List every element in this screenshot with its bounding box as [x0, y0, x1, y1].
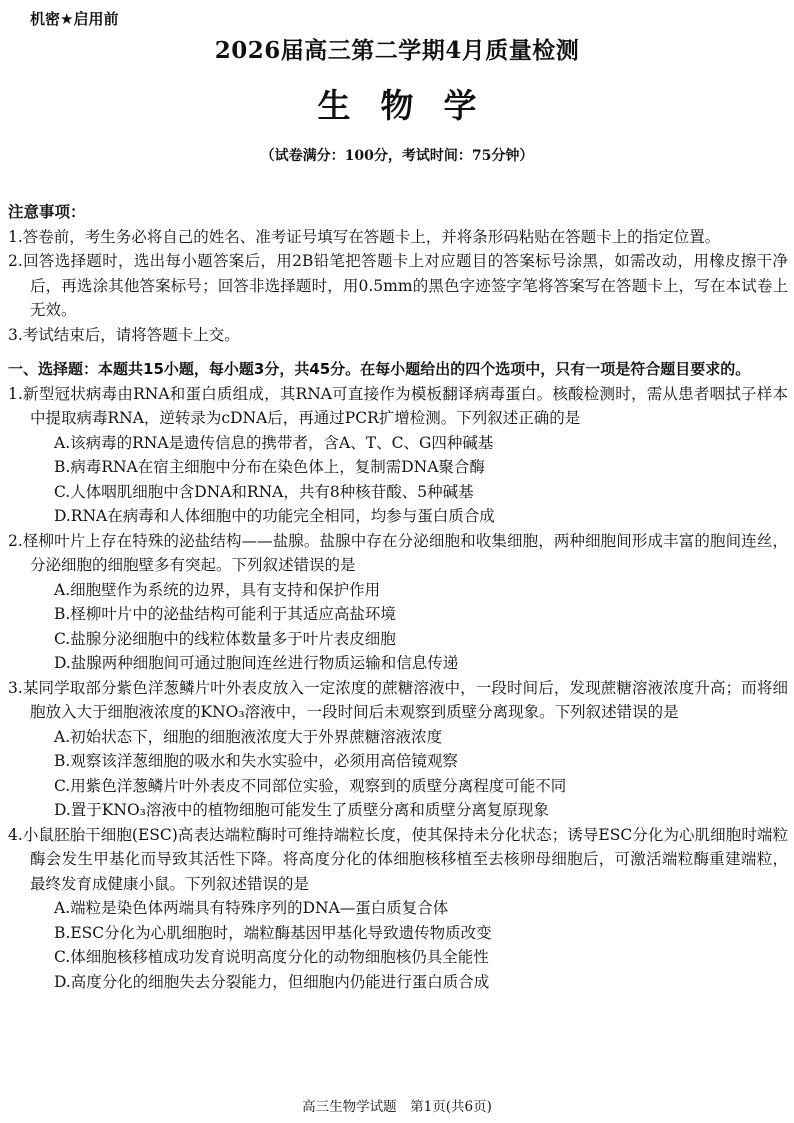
- question-stem: 2.柽柳叶片上存在特殊的泌盐结构——盐腺。盐腺中存在分泌细胞和收集细胞，两种细胞间形成丰富的胞间连丝，分泌细胞的细胞壁多有突起。下列叙述错误的是: [8, 531, 788, 574]
- option-a: A.细胞壁作为系统的边界，具有支持和保护作用: [54, 580, 381, 599]
- option-a: A.初始状态下，细胞的细胞液浓度大于外界蔗糖溶液浓度: [54, 727, 443, 746]
- section-heading: 一、选择题：本题共15小题，每小题3分，共45分。在每小题给出的四个选项中，只有一项是符合题目要求的。: [8, 360, 751, 378]
- option-c: C.用紫色洋葱鳞片叶外表皮不同部位实验，观察到的质壁分离程度可能不同: [54, 776, 567, 795]
- option-b: B.ESC分化为心肌细胞时，端粒酶基因甲基化导致遗传物质改变: [54, 923, 492, 942]
- notice-item: 2.回答选择题时，选出每小题答案后，用2B铅笔把答题卡上对应题目的答案标号涂黑，如需改动，用橡皮擦干净后，再选涂其他答案标号；回答非选择题时，用0.5mm的黑色字迹签字笔将答案写在答题卡上，写在本试卷上无效。: [8, 252, 788, 319]
- question-1: [8, 382, 788, 529]
- option-b: B.病毒RNA在宿主细胞中分布在染色体上，复制需DNA聚合酶: [54, 458, 485, 476]
- notice-title: 注意事项：: [8, 203, 86, 221]
- option-d: D.盐腺两种细胞间可通过胞间连丝进行物质运输和信息传递: [54, 654, 459, 672]
- option-b: B.柽柳叶片中的泌盐结构可能利于其适应高盐环境: [54, 605, 396, 623]
- exam-content: [8, 200, 788, 994]
- exam-info: （试卷满分：100分，考试时间：75分钟）: [260, 148, 534, 164]
- secret-label: 机密★启用前: [30, 10, 119, 28]
- option-c: C.体细胞核移植成功发育说明高度分化的动物细胞核仍具全能性: [54, 948, 489, 966]
- page-footer: 高三生物学试题 第1页(共6页): [302, 1099, 492, 1115]
- option-c: C.盐腺分泌细胞中的线粒体数量多于叶片表皮细胞: [54, 629, 396, 648]
- notice-item: 1.答卷前，考生务必将自己的姓名、准考证号填写在答题卡上，并将条形码粘贴在答题卡上的指定位置。: [8, 227, 721, 246]
- option-b: B.观察该洋葱细胞的吸水和失水实验中，必须用高倍镜观察: [54, 752, 458, 770]
- question-2: [8, 529, 788, 676]
- notice-item: 3.考试结束后，请将答题卡上交。: [8, 325, 240, 344]
- option-d: D.高度分化的细胞失去分裂能力，但细胞内仍能进行蛋白质合成: [54, 972, 490, 991]
- question-stem: 1.新型冠状病毒由RNA和蛋白质组成，其RNA可直接作为模板翻译病毒蛋白。核酸检测时，需从患者咽拭子样本中提取病毒RNA，逆转录为cDNA后，再通过PCR扩增检测。下列叙述正确的是: [8, 384, 788, 427]
- option-c: C.人体咽肌细胞中含DNA和RNA，共有8种核苷酸、5种碱基: [54, 482, 474, 501]
- question-4: [8, 823, 788, 995]
- option-d: D.置于KNO₃溶液中的植物细胞可能发生了质壁分离和质壁分离复原现象: [54, 801, 549, 819]
- option-a: A.该病毒的RNA是遗传信息的携带者，含A、T、C、G四种碱基: [54, 433, 494, 452]
- question-stem: 4.小鼠胚胎干细胞(ESC)高表达端粒酶时可维持端粒长度，使其保持未分化状态；诱导ESC分化为心肌细胞时端粒酶会发生甲基化而导致其活性下降。将高度分化的体细胞核移植至去核卵母细胞后，可激活端粒酶重建端粒，最终发育成健康小鼠。下列叙述错误的是: [8, 825, 788, 893]
- question-stem: 3.某同学取部分紫色洋葱鳞片叶外表皮放入一定浓度的蔗糖溶液中，一段时间后，发现蔗糖溶液浓度升高；而将细胞放入大于细胞液浓度的KNO₃溶液中，一段时间后未观察到质壁分离现象。下列叙述错误的是: [8, 678, 788, 721]
- option-d: D.RNA在病毒和人体细胞中的功能完全相同，均参与蛋白质合成: [54, 507, 495, 525]
- option-a: A.端粒是染色体两端具有特殊序列的DNA—蛋白质复合体: [54, 899, 449, 917]
- subject-title: 生物学: [317, 86, 507, 125]
- question-3: [8, 676, 788, 823]
- exam-title: 2026届高三第二学期4月质量检测: [214, 37, 580, 64]
